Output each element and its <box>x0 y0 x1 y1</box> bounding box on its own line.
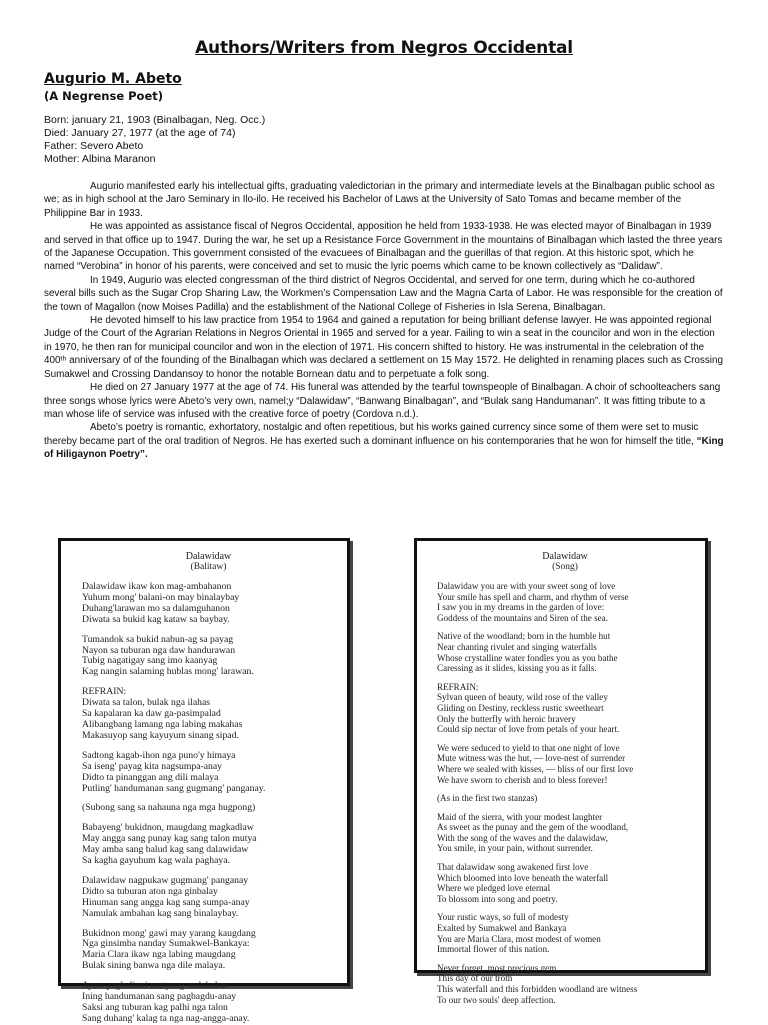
poem-line: Duhang'larawan mo sa dalamguhanon <box>82 602 230 614</box>
poem-line: With the song of the waves and the dalawidaw, <box>437 832 609 843</box>
king-title: “King of Hiligaynon Poetry”. <box>44 435 724 461</box>
poem-line: We have sworn to cherish and to bless forever! <box>437 774 608 785</box>
poem-line: Mute witness was the hut, — love-nest of surrender <box>437 753 626 764</box>
poem-line: Didto sa tuburan aton nga ginbalay <box>82 885 218 897</box>
poem-line: Saksi ang tuburan kag palhi nga talon <box>82 1002 228 1013</box>
poem-line: Tumandok sa bukid nabun-ag sa payag <box>82 633 234 645</box>
poem-line: Nayon sa tuburan nga daw handurawan <box>82 644 236 656</box>
poem-stanza <box>82 635 335 679</box>
closing-text: Abeto’s poetry is romantic, exhortatory, nostalgic and often repetitious, but his works gained currency since some of them were set to music thereby became part of the oral tradition of Negros. He has exerted such a dominant influence on his contemporaries that he won for himself the title, <box>44 422 699 447</box>
poem-line: Sa kapalaran ka daw ga-pasimpalad <box>82 708 221 720</box>
poem-line: Your rustic ways, so full of modesty <box>437 912 569 923</box>
poem-line: We were seduced to yield to that one night of love <box>437 742 620 753</box>
poem-line: Caressing as it slides, kissing you as it falls. <box>437 663 597 674</box>
poem-title: Dalawidaw <box>185 551 232 562</box>
page-title: Authors/Writers from Negros Occidental <box>195 38 573 58</box>
poem-line: Bulak sining banwa nga dile malaya. <box>82 960 226 972</box>
poem-stanza <box>437 743 693 785</box>
poem-line: Putling' handumanan sang gugmang' panganay. <box>82 782 266 794</box>
stanza-label: REFRAIN: <box>437 681 479 692</box>
poem-line: Only the butterfly with heroic bravery <box>437 713 576 724</box>
poem-line: Goddess of the mountains and Siren of the sea. <box>437 612 608 623</box>
poem-stanza <box>82 823 335 867</box>
biography <box>44 180 724 462</box>
fact-born: Born: january 21, 1903 (Binalbagan, Neg. Occ.) <box>44 114 266 126</box>
poem-subtitle: (Balitaw) <box>190 562 227 572</box>
bio-paragraph-closing <box>44 421 724 461</box>
poem-line: Immortal flower of this nation. <box>437 944 550 955</box>
poem-line: Sadtong kagab-ihon nga puno'y himaya <box>82 749 236 761</box>
poem-line: This waterfall and this forbidden woodland are witness <box>437 984 638 994</box>
poem-line: Gliding on Destiny, reckless rustic sweetheart <box>437 702 604 713</box>
poem-line: Near chanting rivulet and singing waterfalls <box>437 641 597 652</box>
poem-line: Ayaw pagkalimti mutyang malahalon <box>82 980 228 992</box>
stanza-label: REFRAIN: <box>82 686 127 698</box>
fact-died: Died: January 27, 1977 (at the age of 74) <box>44 127 236 139</box>
poem-line: Dalawidaw ikaw kon mag-ambahanon <box>82 581 232 592</box>
poem-line: Where we sealed with kisses, — bliss of our first love <box>437 763 634 774</box>
poem-stanza <box>437 862 693 904</box>
poem-line: (As in the first two stanzas) <box>437 793 538 804</box>
poem-stanza <box>82 803 335 814</box>
poem-stanza <box>437 682 693 735</box>
bio-paragraph: He was appointed as assistance fiscal of Negros Occidental, apposition he held from 1933-1938. He was elected mayor of Binalbagan in 1939 and served in that office up to 1947. During the war, he set up a Resistance Force Government in the mountains of Binalbagan which lasted the three years of the Japanese Occupation. This government consisted of the evacuees of Binalbagan and the guerillas of that region. At this historic spot, which he named “Verobina” in honor of his parents, were conceived and set to music the lyric poems which came to be known collectively as “Dalidaw”. <box>44 221 723 273</box>
poem-line: Sa iseng' payag kita nagsumpa-anay <box>82 760 223 772</box>
bio-paragraph: He devoted himself to his law practice from 1954 to 1964 and gained a reputation for being brilliant defense lawyer. He was appointed regional Judge of the Court of the Agrarian Relations in Negros Oriental in 1965 and served for a year. Failing to win a seat in the councilor and won in the election in 1970, he then ran for municipal councilor and won in the election of 1971. His concern shifted to history. He was instrumental in the celebration of the 400ᵗʰ anniversary of of the founding of the Binalbagan which was declared a settlement on 15 May 1572. He delighted in renaming places such as Crossing Sumakwel and Crossing Dandansoy to honor the notable Bornean datu and to perpetuate a folk song. <box>44 315 723 380</box>
poem-stanza <box>82 687 335 742</box>
bio-paragraph: Augurio manifested early his intellectual gifts, graduating valedictorian in the primary and intermediate levels at the Binalbagan public school as we; as in high school at the Jaro Seminary in Ilo-ilo. He received his Bachelor of Laws at the University of Sato Tomas and became member of the Philippine Bar in 1933. <box>44 181 715 219</box>
fact-father: Father: Severo Abeto <box>44 140 144 152</box>
poem-line: You smile, in your pain, without surrender. <box>437 843 593 854</box>
poem-line: Yuhum mong' balani-on may binalaybay <box>82 591 240 603</box>
poem-stanza <box>437 812 693 854</box>
poem-stanza <box>82 929 335 973</box>
poem-stanza <box>437 912 693 954</box>
poem-line: Bukidnon mong' gawi may yarang kaugdang <box>82 927 256 939</box>
poem-line: Maid of the sierra, with your modest laughter <box>437 811 603 822</box>
poem-line: Which bloomed into love beneath the waterfall <box>437 872 609 883</box>
poem-line: Nga ginsimba nanday Sumakwel-Bankaya: <box>82 938 250 950</box>
poem-line: Tubig nagatigay sang imo kaanyag <box>82 655 218 667</box>
poem-line: To blossom into song and poetry. <box>437 893 558 904</box>
author-name: Augurio M. Abeto <box>44 71 182 87</box>
bio-paragraph: He died on 27 January 1977 at the age of 74. His funeral was attended by the tearful townspeople of Binalbagan. A choir of schoolteachers sang three songs whose lyrics were Abeto’s very own, namel;y “Dalawidaw”, “Banwang Binalbagan”, and “Bulak sang Handumanan”. It was fitting tribute to a man whose life of service was infused with the creative force of poetry (Cordova n.d.). <box>44 382 721 420</box>
poem-line: Namulak ambahan kag sang binalaybay. <box>82 907 239 919</box>
poem-line: Maria Clara ikaw nga labing maugdang <box>82 949 236 961</box>
poem-line: Sylvan queen of beauty, wild rose of the valley <box>437 692 608 703</box>
poem-line: Could sip nectar of love from petals of your heart. <box>437 724 620 735</box>
poem-line: Didto ta pinanggan ang dili malaya <box>82 771 219 783</box>
author-facts <box>44 114 265 166</box>
poem-line: Sa kagha gayuhum kag wala paghaya. <box>82 855 230 867</box>
poem-stanza <box>82 751 335 795</box>
poem-stanza <box>437 581 693 623</box>
poem-line: This day of our troth <box>437 973 513 984</box>
poem-title: Dalawidaw <box>542 551 588 562</box>
poem-english-box <box>414 538 708 1005</box>
poem-stanza <box>82 876 335 920</box>
poem-line: (Subong sang sa nahauna nga mga hugpong) <box>82 802 256 814</box>
poem-line: Exalted by Sumakwel and Bankaya <box>437 923 567 934</box>
poem-stanza <box>437 631 693 673</box>
poem-heading <box>82 551 335 573</box>
poem-line: May amba sang balud kag sang dalawidaw <box>82 844 249 856</box>
poem-line: Dalawidaw nagpukaw gugmang' panganay <box>82 874 249 886</box>
poem-line: That dalawidaw song awakened first love <box>437 862 589 873</box>
poem-line: Your smile has spell and charm, and rhythm of verse <box>437 591 629 602</box>
poem-line: Whose crystalline water fondles you as you bathe <box>437 652 618 663</box>
poem-heading <box>437 551 693 573</box>
poem-line: You are Maria Clara, most modest of women <box>437 933 601 944</box>
poem-line: Kag nangin salaming hublas mong' larawan. <box>82 666 254 678</box>
poem-line: Dalawidaw you are with your sweet song of love <box>437 581 616 591</box>
poem-stanza <box>437 793 693 804</box>
fact-mother: Mother: Albina Maranon <box>44 153 156 165</box>
bio-paragraph: In 1949, Augurio was elected congressman of the third district of Negros Occidental, and served for one term, during which he co-authored several bills such as the Sugar Crop Sharing Law, the Workmen’s Compensation Law and the Magna Carta of Labor. He was responsible for the creation of the town of Magallon (now Moises Padilla) and the establishment of the National College of Fisheries in Isla Serena, Binalbagan. <box>44 274 723 313</box>
poem-line: As sweet as the punay and the gem of the woodland, <box>437 822 629 833</box>
poem-line: Diwata sa bukid kag kataw sa baybay. <box>82 613 230 625</box>
poem-line: Where we pledged love eternal <box>437 883 551 894</box>
poem-line: Sang duhang' kalag ta nga nag-angga-anay. <box>82 1012 250 1024</box>
poem-line: Diwata sa talon, bulak nga ilahas <box>82 697 211 709</box>
poem-line: Alibangbang lamang nga labing makahas <box>82 718 243 730</box>
poem-hiligaynon-box <box>58 538 350 1024</box>
poem-line: Native of the woodland; born in the humble hut <box>437 631 611 642</box>
poem-line: Ining handumanan sang pagbagdu-anay <box>82 991 237 1003</box>
poem-line: Makasuyop sang kayuyum sinang sipad. <box>82 729 239 741</box>
author-subtitle: (A Negrense Poet) <box>44 89 164 103</box>
poem-stanza <box>437 963 693 1005</box>
poem-subtitle: (Song) <box>552 562 578 572</box>
poem-line: Babayeng' bukidnon, maugdang magkadlaw <box>82 822 254 834</box>
poem-line: May angga sang punay kag sang talon mutya <box>82 833 257 845</box>
poem-line: Never forget, most precious gem, <box>437 962 559 973</box>
poem-stanza <box>82 582 335 626</box>
poem-line: To our two souls' deep affection. <box>437 994 556 1005</box>
poem-line: Hinuman sang angga kag sang sumpa-anay <box>82 896 250 908</box>
poem-line: I saw you in my dreams in the garden of love: <box>437 602 605 613</box>
poem-stanza <box>82 981 335 1025</box>
